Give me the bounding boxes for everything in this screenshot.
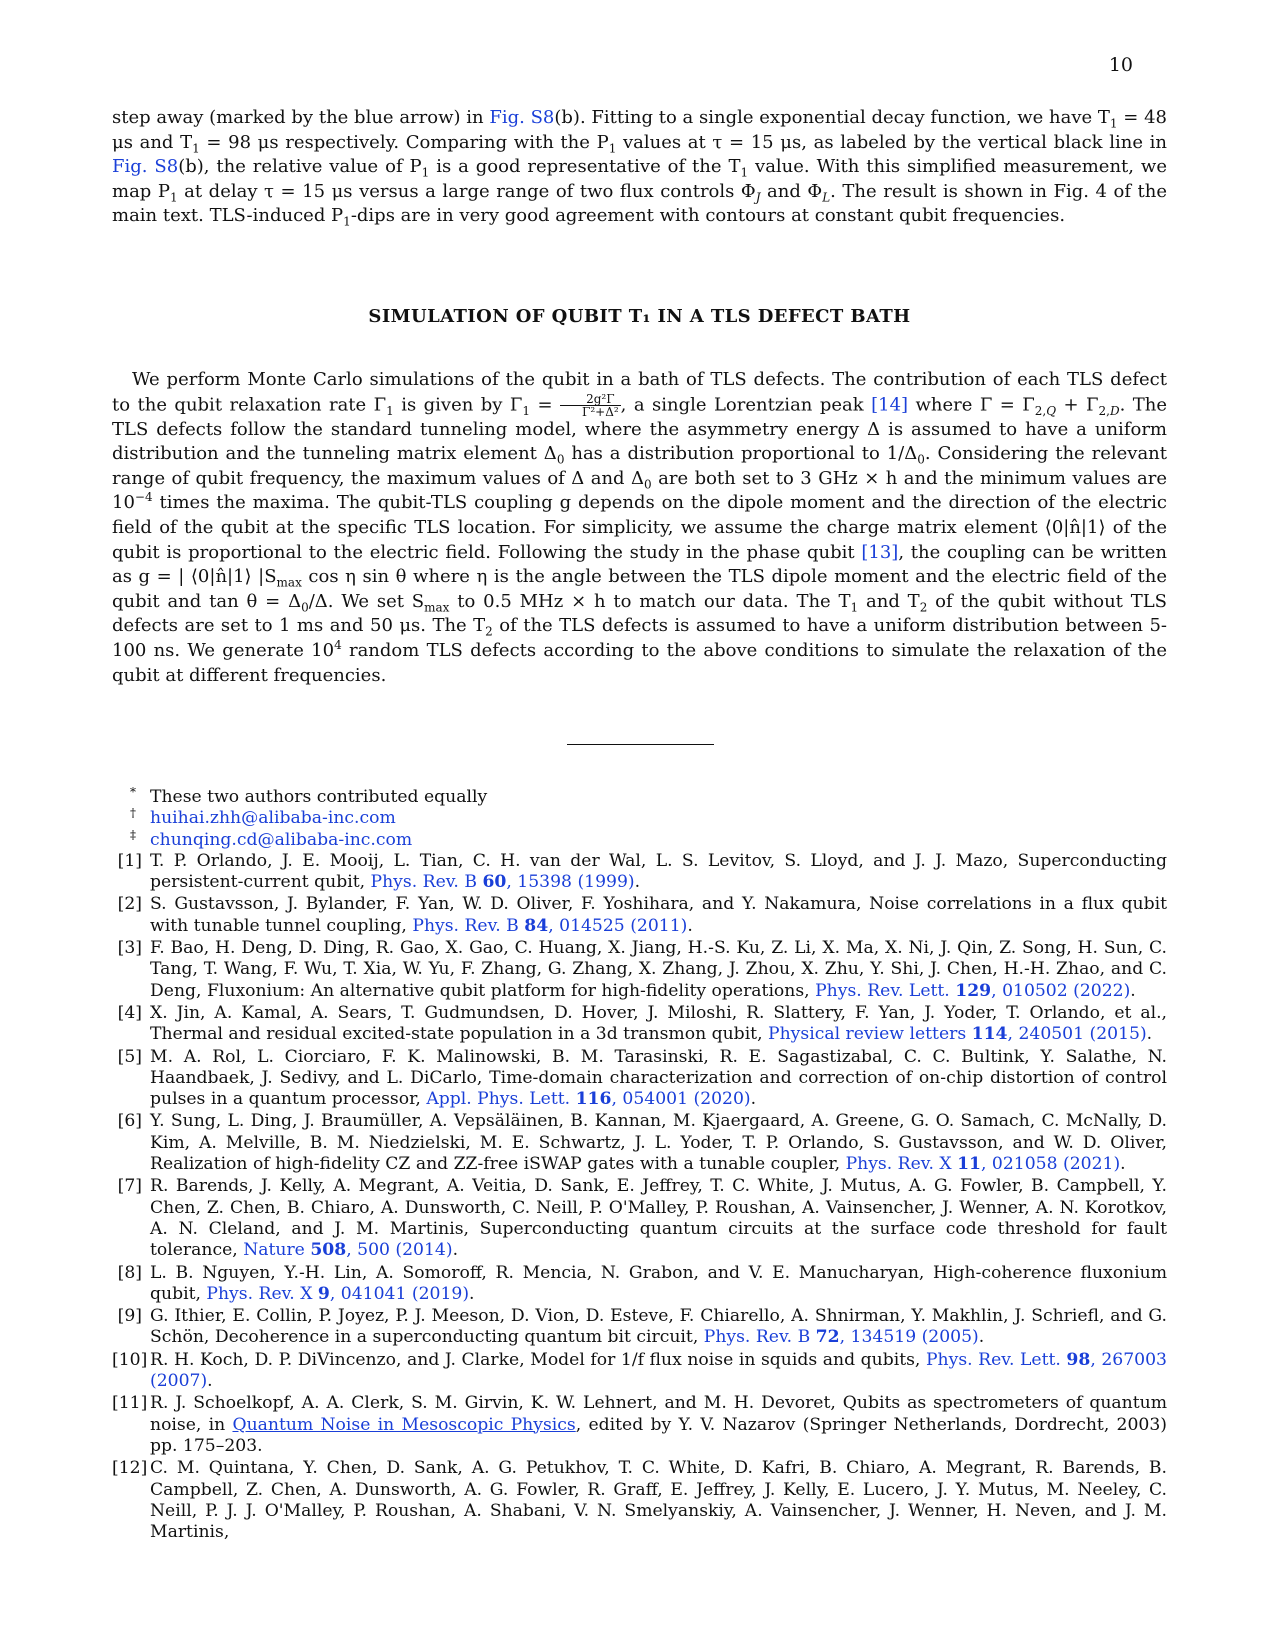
text-run: is a good representative of the T [429, 156, 741, 178]
text-run: We perform Monte Carlo simulations of the qubit in a bath of TLS defects. The contribution of each TLS defect to the qubit relaxation rate Γ [112, 369, 1167, 416]
reference-item [112, 1176, 1167, 1261]
fraction-numerator: 2g²Γ [560, 393, 621, 406]
reference-number: [7] [117, 1176, 142, 1197]
reference-link[interactable]: Phys. Rev. X 11, 021058 (2021) [845, 1154, 1121, 1175]
figure-link[interactable]: Fig. S8 [489, 107, 555, 128]
reference-item [112, 1458, 1167, 1543]
text-run: at delay τ = 15 μs versus a large range of two flux controls Φ [177, 180, 756, 202]
reference-number: [6] [117, 1111, 142, 1132]
text-run: has a distribution proportional to 1/Δ [564, 443, 918, 465]
text-run: = 98 μs respectively. Comparing with the P [199, 131, 609, 153]
reference-item [112, 1047, 1167, 1111]
reference-trailing-text: . [634, 872, 641, 893]
reference-list [112, 851, 1167, 1544]
reference-text: S. Gustavsson, J. Bylander, F. Yan, W. D. Oliver, F. Yoshihara, and Y. Nakamura, Noise correlations in a flux qubit with tunable tunnel coupling, [150, 894, 1167, 936]
text-run: values at τ = 15 μs, as labeled by the vertical black line in [616, 131, 1167, 153]
reference-link[interactable]: Appl. Phys. Lett. 116, 054001 (2020) [426, 1089, 751, 1110]
reference-link[interactable]: Phys. Rev. B 84, 014525 (2011) [412, 915, 688, 936]
fraction-denominator: Γ²+Δ² [582, 404, 619, 419]
text-run: to 0.5 MHz × h to match our data. The T [449, 590, 851, 612]
reference-number: [1] [117, 850, 142, 871]
reference-text: G. Ithier, E. Collin, P. Joyez, P. J. Meeson, D. Vion, D. Esteve, F. Chiarello, A. Shnirman, Y. Makhlin, J. Schriefl, and G. Schön, Decoherence in a superconducting quantum bit circuit, [150, 1306, 1167, 1348]
reference-item [112, 1003, 1167, 1046]
text-run: where Γ = Γ [908, 394, 1035, 416]
reference-item [112, 1393, 1167, 1457]
references-section [112, 787, 1167, 1544]
citation-link[interactable]: [13] [861, 541, 899, 563]
reference-number: [10] [112, 1349, 148, 1370]
email-link[interactable]: chunqing.cd@alibaba-inc.com [150, 829, 413, 850]
section-title: SIMULATION OF QUBIT T₁ IN A TLS DEFECT BATH [368, 306, 911, 327]
paragraph-2: We perform Monte Carlo simulations of the qubit in a bath of TLS defects. The contribution of each TLS defect to the qubit relaxation rate $\Gamma_1$ is given by $\Gamma_1$ = $\frac{\text{2g²Γ}}{\text{Γ²+Δ²}}$ , a single Lorentzian peak [14] where $\Gamma = \Gamma_{2,Q} + \Gamma_{2,D}$. The TLS defects follow the standard tunneling model, where the asymmetry energy Δ is assumed to have a uniform distribution and the tunneling matrix element $\Delta_0$ has a distribution proportional to $1/\Delta_0$. Considering the relevant range of qubit frequency, the maximum values of Δ and $\Delta_0$ are both set to 3 GHz × h and the minimum values are $10^{-4}$ times the maxima. The qubit-TLS coupling g depends on the dipole moment and the direction of the electric field of the qubit at the specific TLS location. For simplicity, we assume the charge matrix element ⟨0|n̂|1⟩ of the qubit is proportional to the electric field. Following the study in the phase qubit [13], the coupling can be written as g = | ⟨0|n̂|1⟩ $|S_{max}$ cos η sin θ where η is the angle between the TLS dipole moment and the electric field of the qubit and $\tan \theta = \Delta_0/\Delta$. We set $S_{max}$ to 0.5 MHz × h to match our data. The $T_1$ and $T_2$ of the qubit without TLS defects are set to 1 ms and 50 μs. The $T_2$ of the TLS defects is assumed to have a uniform distribution between 5-100 ns. We generate $10^4$ random TLS defects according to the above conditions to simulate the relaxation of the qubit at different frequencies. [112, 369, 1168, 686]
reference-trailing-text: . [1130, 980, 1136, 1001]
paragraph-1: step away (marked by the blue arrow) in Fig. S8(b). Fitting to a single exponential decay function, we have $T_1 = 48$ μs and $T_1 = 98$ μs respectively. Comparing with the $P_1$ values at τ = 15 μs, as labeled by the vertical black line in Fig. S8(b), the relative value of $P_1$ is a good representative of the $T_1$ value. With this simplified measurement, we map $P_1$ at delay τ = 15 μs versus a large range of two flux controls $\Phi_J$ and $\Phi_L$. The result is shown in Fig. 4 of the main text. TLS-induced $P_1$-dips are in very good agreement with contours at constant qubit frequencies. [112, 107, 1168, 229]
reference-text: Y. Sung, L. Ding, J. Braumüller, A. Vepsäläinen, B. Kannan, M. Kjaergaard, A. Greene, G. O. Samach, C. McNally, D. Kim, A. Melville, B. M. Niedzielski, M. E. Schwartz, J. L. Yoder, T. P. Orlando, S. Gustavsson, and W. D. Oliver, Realization of high-fidelity CZ and ZZ-free iSWAP gates with a tunable coupler, [150, 1111, 1167, 1175]
reference-number: [9] [117, 1306, 142, 1327]
section-divider [567, 744, 714, 745]
reference-trailing-text: . [1120, 1154, 1126, 1175]
reference-text: L. B. Nguyen, Y.-H. Lin, A. Somoroff, R. Mencia, N. Grabon, and V. E. Manucharyan, High-coherence fluxonium qubit, [150, 1262, 1167, 1304]
reference-text: T. P. Orlando, J. E. Mooij, L. Tian, C. H. van der Wal, L. S. Levitov, S. Lloyd, and J. J. Mazo, Superconducting persistent-current qubit, [150, 850, 1167, 893]
reference-trailing-text: . [207, 1371, 213, 1392]
footnote-mark: ‡ [130, 827, 136, 842]
reference-link[interactable]: Phys. Rev. Lett. 98, 267003 (2007) [150, 1349, 1167, 1392]
reference-trailing-text: . [452, 1240, 459, 1261]
text-run: and Φ [760, 180, 823, 202]
text-run: value. With this simplified measurement, we map P [112, 156, 1167, 202]
text-run: = 48 μs and T [112, 107, 1168, 153]
text-run: = [530, 394, 560, 416]
footnote-text: These two authors contributed equally [150, 787, 488, 807]
reference-number: [12] [112, 1458, 148, 1479]
page-number: 10 [1108, 54, 1133, 76]
reference-text: M. A. Rol, L. Ciorciaro, F. K. Malinowski, B. M. Tarasinski, R. E. Sagastizabal, C. C. Bultink, Y. Salathe, N. Haandbaek, J. Sedivy, and L. DiCarlo, Time-domain characterization and correction of on-chip distortion of control pulses in a quantum processor, [150, 1046, 1167, 1110]
reference-item [112, 1306, 1167, 1349]
reference-text: R. J. Schoelkopf, A. A. Clerk, S. M. Girvin, K. W. Lehnert, and M. H. Devoret, Qubits as spectrometers of quantum noise, in [150, 1393, 1167, 1435]
text-run: . Considering the relevant range of qubit frequency, the maximum values of Δ and Δ [112, 443, 1167, 489]
reference-link[interactable]: Physical review letters 114, 240501 (2015) [768, 1024, 1147, 1045]
lorentzian-fraction [560, 393, 621, 418]
reference-trailing-text: . [687, 915, 693, 936]
reference-text: R. Barends, J. Kelly, A. Megrant, A. Veitia, D. Sank, E. Jeffrey, T. C. White, J. Mutus, A. G. Fowler, B. Campbell, Y. Chen, Z. Chen, B. Chiaro, A. Dunsworth, C. Neill, P. O'Malley, P. Roushan, A. Vainsencher, J. Wenner, A. N. Korotkov, A. N. Cleland, and J. M. Martinis, Superconducting quantum circuits at the surface code threshold for fault tolerance, [150, 1176, 1167, 1261]
reference-item [112, 1350, 1167, 1393]
reference-item [112, 1111, 1167, 1175]
text-run: are both set to 3 GHz × h and the minimum values are 10 [112, 467, 1167, 514]
reference-trailing-text: . [750, 1089, 757, 1110]
email-link[interactable]: huihai.zhh@alibaba-inc.com [150, 808, 396, 829]
footnote [112, 787, 1167, 808]
text-run: cos η sin θ where η is the angle between the TLS dipole moment and the electric field of the qubit and tan θ = Δ [112, 566, 1168, 612]
reference-link[interactable]: Phys. Rev. B 60, 15398 (1999) [370, 872, 635, 893]
text-run: , a single Lorentzian peak [620, 394, 872, 416]
reference-number: [5] [117, 1046, 142, 1067]
footnote [112, 827, 1167, 851]
text-run: (b), the relative value of P [178, 156, 422, 178]
text-run: + Γ [1056, 394, 1099, 416]
text-run: /Δ. We set S [308, 590, 425, 612]
text-run: of the qubit without TLS defects are set to 1 ms and 50 μs. The T [112, 590, 1168, 637]
reference-item [112, 938, 1167, 1002]
text-run: times the maxima. The qubit-TLS coupling g depends on the dipole moment and the direction of the electric field of the qubit at the specific TLS location. For simplicity, we assume the charge matrix element ⟨0|n̂|1⟩ of the qubit is proportional to the electric field. Following the study in the phase qubit [112, 492, 1167, 563]
reference-link[interactable]: Nature 508, 500 (2014) [243, 1240, 453, 1261]
text-run: (b). Fitting to a single exponential decay function, we have T [554, 107, 1110, 128]
reference-number: [4] [117, 1002, 142, 1023]
reference-item [112, 1263, 1167, 1306]
text-run: of the TLS defects is assumed to have a uniform distribution between 5-100 ns. We generate 10 [112, 615, 1167, 662]
reference-item [112, 851, 1167, 894]
reference-trailing-text: . [978, 1327, 985, 1348]
text-run: . The TLS defects follow the standard tunneling model, where the asymmetry energy Δ is assumed to have a uniform distribution and the tunneling matrix element Δ [112, 394, 1168, 465]
reference-text: F. Bao, H. Deng, D. Ding, R. Gao, X. Gao, C. Huang, X. Jiang, H.-S. Ku, Z. Li, X. Ma, X. Ni, J. Qin, Z. Song, H. Sun, C. Tang, T. Wang, F. Wu, T. Xia, W. Yu, F. Zhang, G. Zhang, X. Zhang, J. Zhou, X. Zhu, Y. Shi, J. Chen, H.-H. Zhao, and C. Deng, Fluxonium: An alternative qubit platform for high-fidelity operations, [150, 938, 1167, 1001]
text-run: random TLS defects according to the above conditions to simulate the relaxation of the qubit at different frequencies. [112, 640, 1167, 686]
text-run: is given by Γ [393, 394, 523, 416]
reference-trailing-text: . [469, 1283, 475, 1304]
footnote-mark: † [130, 806, 136, 821]
text-run: step away (marked by the blue arrow) in [112, 107, 490, 128]
reference-link[interactable]: Phys. Rev. X 9, 041041 (2019) [206, 1283, 470, 1304]
reference-link[interactable]: Quantum Noise in Mesoscopic Physics [232, 1414, 576, 1435]
reference-text: R. H. Koch, D. P. DiVincenzo, and J. Clarke, Model for 1/f flux noise in squids and qubits, [150, 1349, 926, 1370]
reference-trailing-text: , edited by Y. V. Nazarov (Springer Netherlands, Dordrecht, 2003) pp. 175–203. [150, 1414, 1167, 1456]
text-run: and T [858, 590, 920, 612]
footnote-mark: * [130, 785, 136, 799]
citation-link[interactable]: [14] [871, 394, 909, 416]
reference-text: X. Jin, A. Kamal, A. Sears, T. Gudmundsen, D. Hover, J. Miloshi, R. Slattery, F. Yan, J. Yoder, T. Orlando, et al., Thermal and residual excited-state population in a 3d transmon qubit, [150, 1002, 1167, 1045]
reference-link[interactable]: Phys. Rev. B 72, 134519 (2005) [703, 1327, 979, 1348]
reference-number: [8] [117, 1262, 142, 1283]
reference-number: [11] [112, 1393, 148, 1414]
reference-item [112, 894, 1167, 937]
reference-link[interactable]: Phys. Rev. Lett. 129, 010502 (2022) [815, 980, 1131, 1001]
reference-text: C. M. Quintana, Y. Chen, D. Sank, A. G. Petukhov, T. C. White, D. Kafri, B. Chiaro, A. Megrant, R. Barends, B. Campbell, Z. Chen, A. Dunsworth, A. G. Fowler, R. Graff, E. Jeffrey, J. Kelly, E. Lucero, J. Y. Mutus, M. Neeley, C. Neill, P. J. J. O'Malley, P. Roushan, A. Shabani, V. N. Smelyanskiy, A. Vainsencher, J. Wenner, H. Neven, and J. M. Martinis, [150, 1458, 1167, 1543]
text-run: , the coupling can be written as g = | ⟨0|n̂|1⟩ |S [112, 541, 1167, 588]
reference-number: [3] [117, 938, 142, 959]
text-run: . The result is shown in Fig. 4 of the main text. TLS-induced P [112, 180, 1168, 227]
text-run: -dips are in very good agreement with contours at constant qubit frequencies. [350, 205, 1066, 227]
figure-link[interactable]: Fig. S8 [112, 156, 179, 178]
footnote [112, 808, 1167, 829]
reference-number: [2] [117, 894, 142, 915]
reference-trailing-text: . [1146, 1024, 1153, 1045]
